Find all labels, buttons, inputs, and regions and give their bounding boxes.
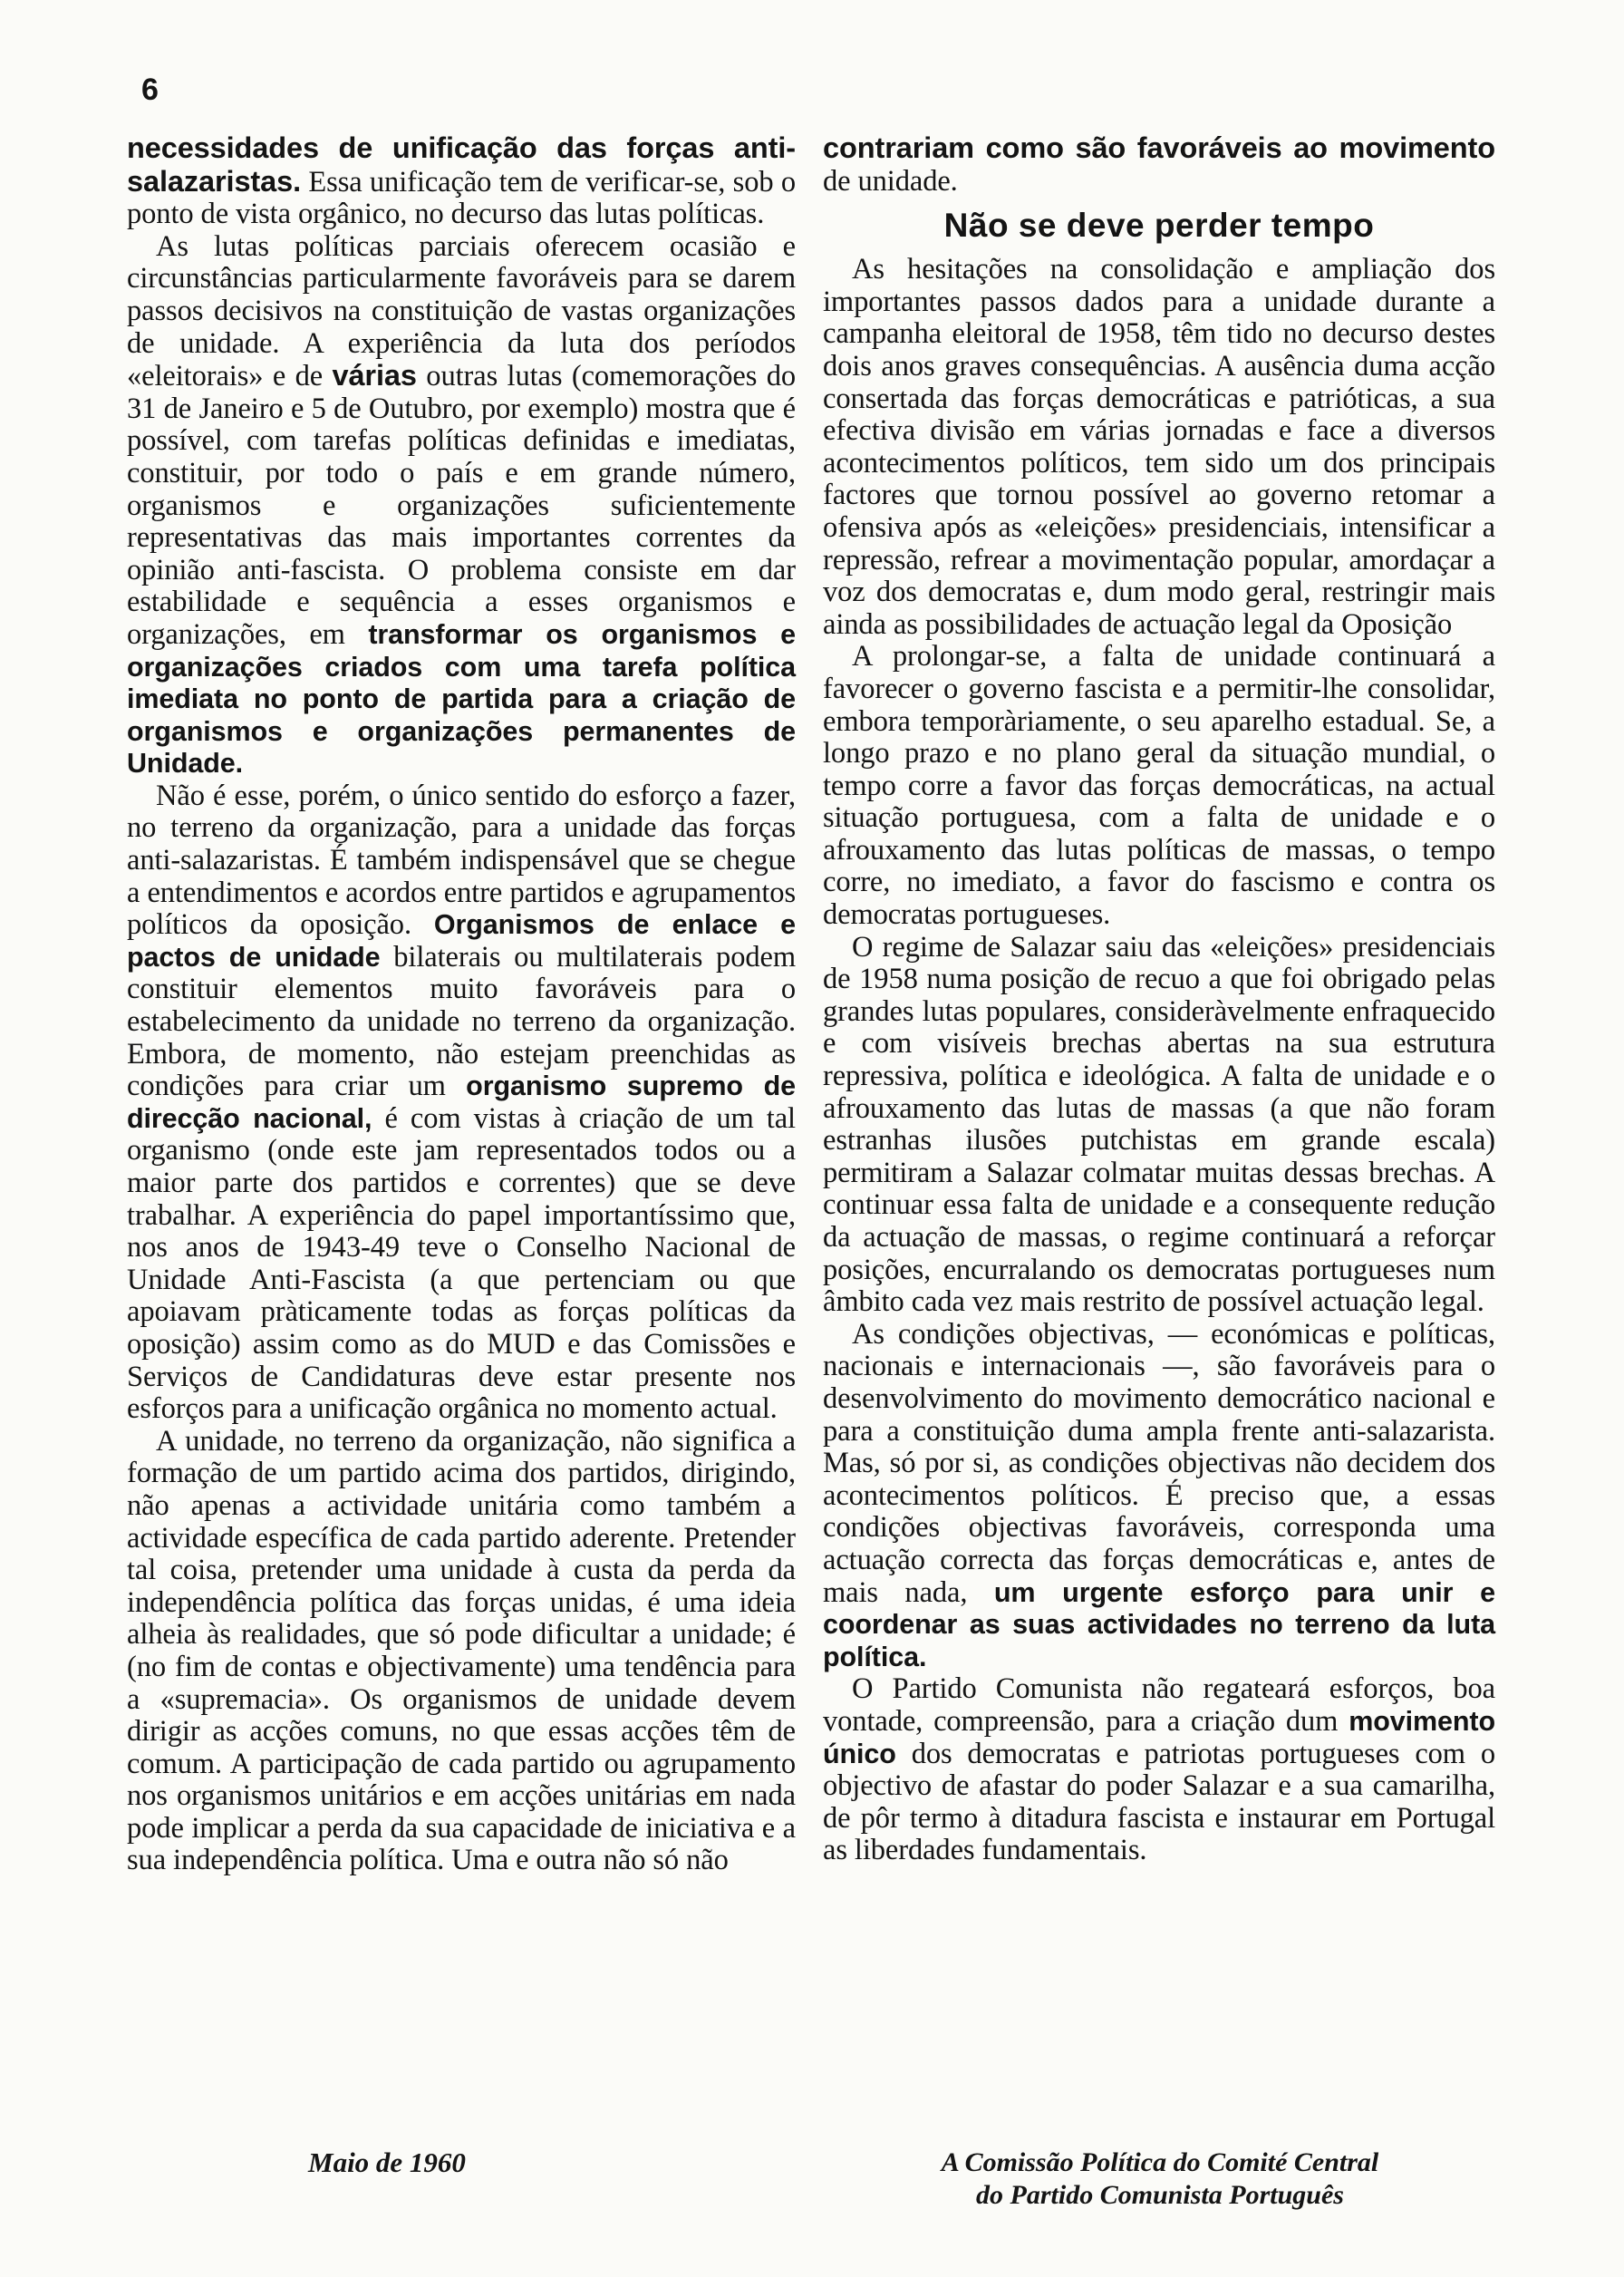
signature bbox=[870, 2146, 1450, 2212]
paragraph: As condições objectivas, — económicas e políticas, nacionais e internacionais —, são favoráveis para o desenvolvimento do movimento democrático nacional e para a constituição duma ampla frente anti-salazarista. Mas, só por si, as condições objectivas não decidem dos acontecimentos políticos. É preciso que, a essas condições objectivas favoráveis, corresponda uma actuação correcta das forças democráticas e, antes de mais nada, um urgente esforço para unir e coordenar as suas actividades no terreno da luta política. bbox=[823, 1317, 1495, 1672]
signature-line-2: do Partido Comunista Português bbox=[976, 2180, 1344, 2210]
signature-line-1: A Comissão Política do Comité Central bbox=[941, 2147, 1379, 2177]
emphasis-text: contrariam como são favoráveis ao movimento bbox=[823, 131, 1495, 164]
right-column-body bbox=[823, 254, 1495, 1867]
section-heading: Não se deve perder tempo bbox=[943, 207, 1375, 245]
right-column bbox=[823, 132, 1495, 1867]
emphasis-text: movimento único bbox=[823, 1705, 1495, 1769]
paragraph: As lutas políticas parciais oferecem ocasião e circunstâncias particularmente favoráveis para se darem passos decisivos na constituição de vastas organizações de unidade. A experiência da luta dos períodos «eleitorais» e de várias outras lutas (comemorações do 31 de Janeiro e 5 de Outubro, por exemplo) mostra que é possível, com tarefas políticas definidas e imediatas, constituir, por todo o país e em grande número, organismos e organizações suficientemente representativas das mais importantes correntes da opinião anti-fascista. O problema consiste em dar estabilidade e sequência a esses organismos e organizações, em transformar os organismos e organizações criados com uma tarefa política imediata no ponto de partida para a criação de organismos e organizações permanentes de Unidade. bbox=[127, 229, 796, 780]
paragraph: As hesitações na consolidação e ampliação dos importantes passos dados para a unidade durante a campanha eleitoral de 1958, têm tido no decurso destes dois anos graves consequências. A ausência duma acção consertada das forças democráticas e patrióticas, a sua efectiva divisão em várias jornadas e face a diversos acontecimentos políticos, tem sido um dos principais factores que tornou possível ao governo retomar a ofensiva após as «eleições» presidenciais, intensificar a repressão, refrear a movimentação popular, amordaçar a voz dos democratas e, dum modo geral, restringir mais ainda as possibilidades de actuação legal da Oposição bbox=[823, 253, 1495, 641]
paragraph: A prolongar-se, a falta de unidade continuará a favorecer o governo fascista e a permitir-lhe consolidar, embora temporàriamente, o seu aparelho estadual. Se, a longo prazo e no plano geral da situação mundial, o tempo corre a favor das forças democráticas, na actual situação portuguesa, com a falta de unidade e o afrouxamento das lutas políticas de massas, o tempo corre, no imediato, a favor do fascismo e contra os democratas portugueses. bbox=[823, 640, 1495, 932]
paragraph: Não é esse, porém, o único sentido do esforço a fazer, no terreno da organização, para a unidade das forças anti-salazaristas. É também indispensável que se chegue a entendimentos e acordos entre partidos e agrupamentos políticos da oposição. Organismos de enlace e pactos de unidade bilaterais ou multilaterais podem constituir elementos muito favoráveis para o estabelecimento da unidade no terreno da organização. Embora, de momento, não estejam preenchidas as condições para criar um organismo supremo de direcção nacional, é com vistas à criação de um tal organismo (onde este jam representados todos ou a maior parte dos partidos e correntes) que se deve trabalhar. A experiência do papel importantíssimo que, nos anos de 1943-49 teve o Conselho Nacional de Unidade Anti-Fascista (a que pertenciam ou que apoiavam pràticamente todas as forças políticas da oposição) assim como as do MUD e das Comissões e Serviços de Candidaturas deve estar presente nos esforços para a unificação orgânica no momento actual. bbox=[127, 779, 797, 1426]
emphasis-text: organismo supremo de direcção nacional, bbox=[127, 1071, 796, 1134]
emphasis-text: Organismos de enlace e pactos de unidade bbox=[127, 909, 797, 973]
paragraph: O regime de Salazar saiu das «eleições» presidenciais de 1958 numa posição de recuo a que foi obrigado pelas grandes lutas populares, consideràvelmente enfraquecido e com visíveis brechas abertas na sua estrutura repressiva, política e ideológica. A falta de unidade e o afrouxamento das lutas de massas (a que não foram estranhas ilusões putchistas em grande escala) permitiram a Salazar colmatar muitas dessas brechas. A continuar essa falta de unidade e a consequente redução da actuação de massas, o regime continuará a reforçar posições, encurralando os democratas portugueses num âmbito cada vez mais restrito de possível actuação legal. bbox=[823, 930, 1495, 1319]
right-column-intro: contrariam como são favoráveis ao movimento de unidade. bbox=[823, 131, 1495, 198]
left-column bbox=[127, 132, 796, 1877]
page-number: 6 bbox=[141, 73, 159, 107]
paragraph: necessidades de unificação das forças anti-salazaristas. Essa unificação tem de verificar-se, sob o ponto de vista orgânico, no decurso das lutas políticas. bbox=[127, 131, 796, 231]
paragraph: O Partido Comunista não regateará esforços, boa vontade, compreensão, para a criação dum movimento único dos democratas e patriotas portugueses com o objectivo de afastar do poder Salazar e a sua camarilha, de pôr termo à ditadura fascista e instaurar em Portugal as liberdades fundamentais. bbox=[823, 1672, 1495, 1867]
emphasis-text: transformar os organismos e organizações criados com uma tarefa política imediata no ponto de partida para a criação de organismos e organizações permanentes de Unidade. bbox=[127, 618, 796, 780]
footer-date: Maio de 1960 bbox=[308, 2146, 466, 2178]
emphasis-text: um urgente esforço para unir e coordenar as suas actividades no terreno da luta política. bbox=[823, 1576, 1495, 1672]
emphasis-text: necessidades de unificação das forças anti-salazaristas. bbox=[127, 131, 796, 198]
emphasis-text: várias bbox=[332, 359, 417, 392]
paragraph: A unidade, no terreno da organização, não significa a formação de um partido acima dos partidos, dirigindo, não apenas a actividade unitária como também a actividade específica de cada partido aderente. Pretender tal coisa, pretender uma unidade à custa da perda da independência política das forças unidas, é uma ideia alheia às realidades, que só pode dificultar a unidade; é (no fim de contas e objectivamente) uma tendência para a «supremacia». Os organismos de unidade devem dirigir as acções comuns, no que essas acções têm de comum. A participação de cada partido ou agrupamento nos organismos unitários e em acções unitárias em nada pode implicar a perda da sua capacidade de iniciativa e a sua independência política. Uma e outra não só não bbox=[127, 1424, 796, 1877]
